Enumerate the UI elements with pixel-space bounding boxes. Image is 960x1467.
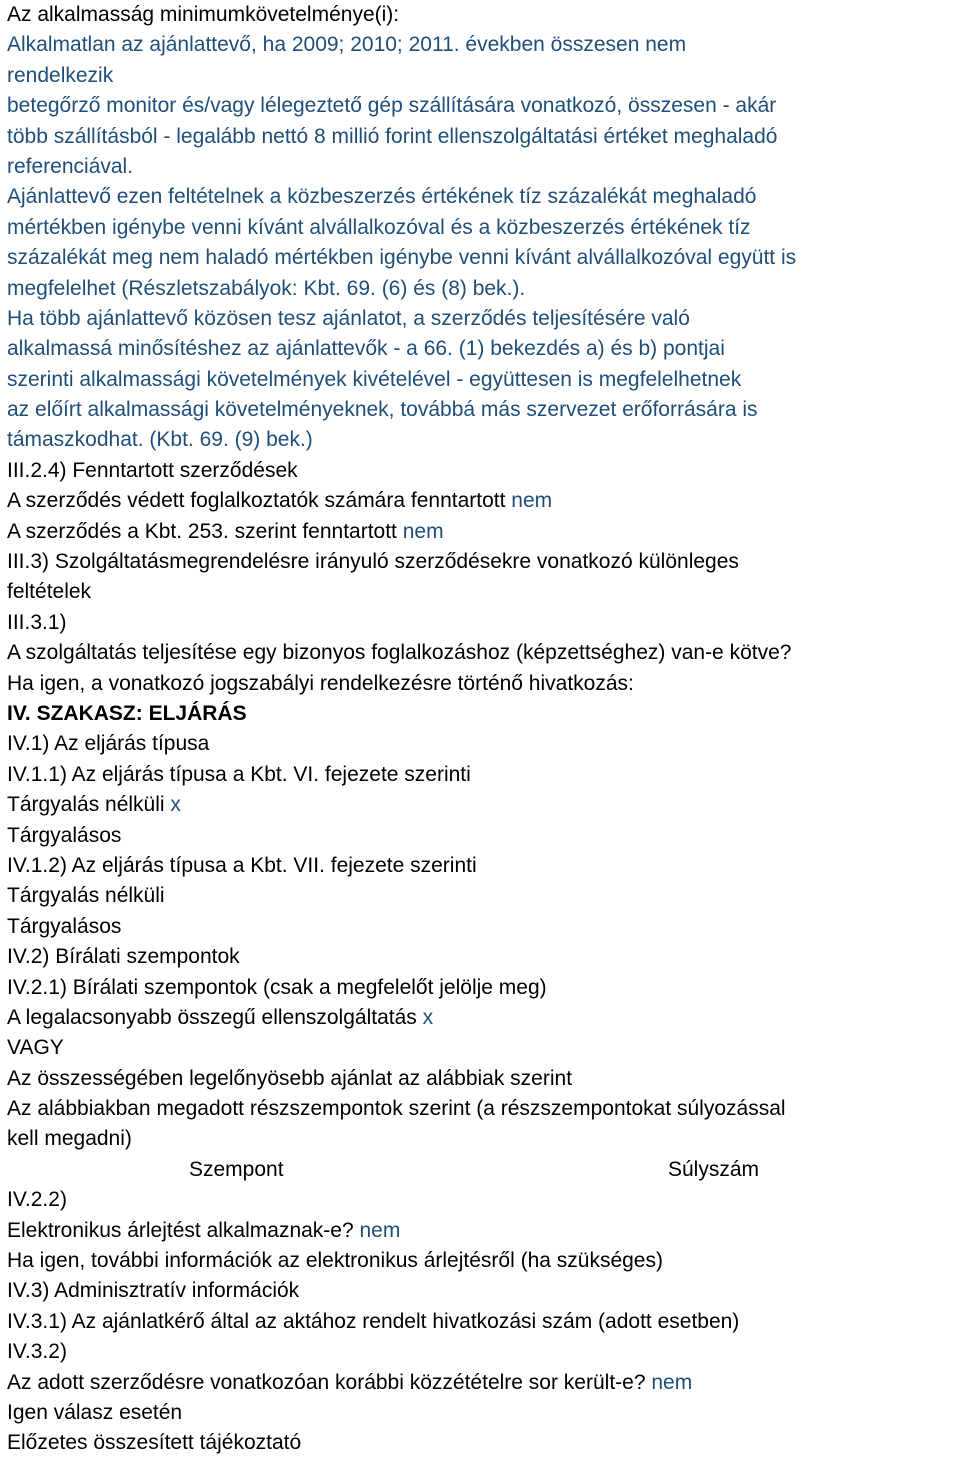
text-line xyxy=(7,851,960,881)
text-line xyxy=(7,1185,960,1215)
text-line xyxy=(7,91,960,121)
field-value: Ajánlattevő ezen feltételnek a közbeszerzés értékének tíz százalékát meghaladó xyxy=(7,185,757,209)
field-label: IV.1.2) Az eljárás típusa a Kbt. VII. fejezete szerinti xyxy=(7,853,477,877)
field-label: Előzetes összesített tájékoztató xyxy=(7,1431,302,1455)
text-line xyxy=(7,790,960,820)
field-label: III.2.4) Fenntartott szerződések xyxy=(7,458,298,482)
text-line xyxy=(7,1124,960,1154)
text-line xyxy=(7,1307,960,1337)
field-value: megfelelhet (Részletszabályok: Kbt. 69. (6) és (8) bek.). xyxy=(7,276,526,300)
field-value: betegőrző monitor és/vagy lélegeztető gép szállítására vonatkozó, összesen - akár xyxy=(7,94,777,118)
field-value: x xyxy=(422,1005,434,1029)
text-line xyxy=(7,182,960,212)
field-label: IV.3) Adminisztratív információk xyxy=(7,1279,300,1303)
field-label: A szerződés védett foglalkoztatók számára fenntartott xyxy=(7,489,512,513)
text-line xyxy=(7,760,960,790)
field-label: IV.2.1) Bírálati szempontok (csak a megfelelőt jelölje meg) xyxy=(7,975,547,999)
text-line xyxy=(7,1428,960,1458)
text-line xyxy=(7,30,960,60)
text-line xyxy=(7,334,960,364)
field-label: Elektronikus árlejtést alkalmaznak-e? xyxy=(7,1218,360,1242)
field-value: szerinti alkalmassági követelmények kivételével - együttesen is megfelelhetnek xyxy=(7,367,742,391)
text-line xyxy=(7,456,960,486)
text-line xyxy=(7,1003,960,1033)
text-line xyxy=(7,547,960,577)
text-line xyxy=(7,425,960,455)
text-line xyxy=(7,274,960,304)
field-label: Tárgyalásos xyxy=(7,914,122,938)
field-label: Az összességében legelőnyösebb ajánlat az alábbiak szerint xyxy=(7,1066,573,1090)
text-line xyxy=(7,152,960,182)
field-label: IV.2.2) xyxy=(7,1188,67,1212)
field-label: A legalacsonyabb összegű ellenszolgáltatás xyxy=(7,1005,423,1029)
field-value: mértékben igénybe venni kívánt alvállalkozóval és a közbeszerzés értékének tíz xyxy=(7,215,751,239)
table-header-row xyxy=(7,1155,960,1185)
field-value: nem xyxy=(511,489,553,513)
field-value: x xyxy=(170,793,181,817)
text-line xyxy=(7,395,960,425)
field-label: Igen válasz esetén xyxy=(7,1400,183,1424)
field-value: százalékát meg nem haladó mértékben igénybe venni kívánt alvállalkozóval együtt is xyxy=(7,246,797,270)
field-value: nem xyxy=(651,1370,693,1394)
field-label: IV. SZAKASZ: ELJÁRÁS xyxy=(7,701,247,725)
field-label: III.3.1) xyxy=(7,610,67,634)
text-line xyxy=(7,213,960,243)
field-value: támaszkodhat. (Kbt. 69. (9) bek.) xyxy=(7,428,313,452)
field-value: rendelkezik xyxy=(7,63,114,87)
text-line xyxy=(7,729,960,759)
text-line xyxy=(7,0,960,30)
text-line xyxy=(7,1398,960,1428)
text-line xyxy=(7,577,960,607)
text-line xyxy=(7,486,960,516)
column-header-sulyszam: Súlyszám xyxy=(668,1157,760,1181)
text-line xyxy=(7,1276,960,1306)
text-line xyxy=(7,1337,960,1367)
field-value: nem xyxy=(402,519,444,543)
field-label: A szerződés a Kbt. 253. szerint fenntartott xyxy=(7,519,403,543)
text-line xyxy=(7,881,960,911)
text-line xyxy=(7,669,960,699)
field-label: IV.3.1) Az ajánlatkérő által az aktához rendelt hivatkozási szám (adott esetben) xyxy=(7,1309,740,1333)
text-line xyxy=(7,912,960,942)
text-line xyxy=(7,821,960,851)
text-line xyxy=(7,61,960,91)
field-label: Ha igen, a vonatkozó jogszabályi rendelkezésre történő hivatkozás: xyxy=(7,671,634,695)
field-label: Tárgyalás nélküli xyxy=(7,884,165,908)
field-label: A szolgáltatás teljesítése egy bizonyos foglalkozáshoz (képzettséghez) van-e kötve? xyxy=(7,641,792,665)
text-line xyxy=(7,1064,960,1094)
text-line xyxy=(7,608,960,638)
field-label: kell megadni) xyxy=(7,1127,132,1151)
text-line xyxy=(7,942,960,972)
field-label: Az adott szerződésre vonatkozóan korábbi közzétételre sor került-e? xyxy=(7,1370,652,1394)
field-label: feltételek xyxy=(7,580,92,604)
field-value: Ha több ajánlattevő közösen tesz ajánlatot, a szerződés teljesítésére való xyxy=(7,306,690,330)
field-value: Alkalmatlan az ajánlattevő, ha 2009; 2010; 2011. években összesen nem xyxy=(7,33,687,57)
text-line xyxy=(7,638,960,668)
text-line xyxy=(7,1033,960,1063)
field-label: Ha igen, további információk az elektronikus árlejtésről (ha szükséges) xyxy=(7,1249,663,1273)
column-header-szempont: Szempont xyxy=(189,1157,284,1181)
text-line xyxy=(7,973,960,1003)
field-label: Az alábbiakban megadott részszempontok szerint (a részszempontokat súlyozással xyxy=(7,1097,786,1121)
field-label: IV.3.2) xyxy=(7,1340,67,1364)
text-line xyxy=(7,1094,960,1124)
field-label: IV.2) Bírálati szempontok xyxy=(7,945,240,969)
field-value: alkalmassá minősítéshez az ajánlattevők - a 66. (1) bekezdés a) és b) pontjai xyxy=(7,337,725,361)
field-label: Tárgyalásos xyxy=(7,823,122,847)
field-label: IV.1) Az eljárás típusa xyxy=(7,732,210,756)
text-line xyxy=(7,243,960,273)
field-value: több szállításból - legalább nettó 8 millió forint ellenszolgáltatási értéket meghaladó xyxy=(7,124,778,148)
text-line xyxy=(7,365,960,395)
field-label: VAGY xyxy=(7,1036,64,1060)
field-value: az előírt alkalmassági követelményeknek, továbbá más szervezet erőforrására is xyxy=(7,398,758,422)
field-label: IV.1.1) Az eljárás típusa a Kbt. VI. fejezete szerinti xyxy=(7,762,471,786)
field-label: Tárgyalás nélküli xyxy=(7,793,171,817)
field-label: Az alkalmasság minimumkövetelménye(i): xyxy=(7,3,400,26)
text-line xyxy=(7,1368,960,1398)
text-line xyxy=(7,1216,960,1246)
field-value: nem xyxy=(359,1218,401,1242)
text-line xyxy=(7,304,960,334)
field-label: III.3) Szolgáltatásmegrendelésre irányuló szerződésekre vonatkozó különleges xyxy=(7,550,739,574)
text-line xyxy=(7,517,960,547)
text-line xyxy=(7,699,960,729)
text-line xyxy=(7,122,960,152)
field-value: referenciával. xyxy=(7,154,134,178)
text-line xyxy=(7,1246,960,1276)
